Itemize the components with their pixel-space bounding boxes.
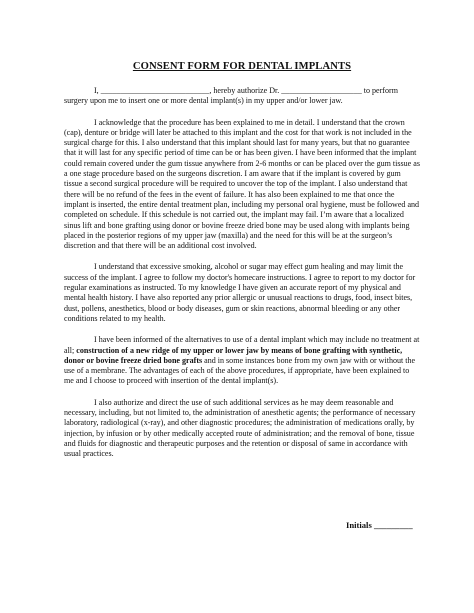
- alternatives-text-before: I have been informed of the alternatives to use of a dental implant which may include no treatment at all;: [64, 335, 420, 355]
- alternatives-text-after: and in some instances bone from my own jaw with or without the use of a membrane. The advantages of each of the above procedures, if appropriate, have been explained to me and I choose to proceed with insertion of the dental implant(s).: [64, 355, 416, 386]
- alternatives-bold-text: construction of a new ridge of my upper or lower jaw by means of bone grafting with synthetic, donor or bovine freeze dried bone grafts: [64, 345, 403, 365]
- health-history-paragraph: I understand that excessive smoking, alcohol or sugar may effect gum healing and may limit the success of the implant. I agree to follow my doctor's homecare instructions. I agree to report to my doctor for regular examinations as instructed. To my knowledge I have given an accurate report of my physical and mental health history. I have also reported any prior allergic or unusual reactions to drugs, food, insect bites, dust, pollens, anesthetics, blood or body diseases, gum or skin reactions, abnormal bleeding or any other conditions related to my health.: [64, 262, 416, 323]
- initials-field[interactable]: Initials _________: [346, 520, 413, 530]
- consent-form-page: [64, 60, 420, 471]
- acknowledgement-paragraph: I acknowledge that the procedure has been explained to me in detail. I understand that the crown (cap), denture or bridge will later be attached to this implant and the cost for that work is not included in the surgical charge for this. I also understand that this implant should last for many years, but that no guarantee that it will last for any specific period of time can be or has been given. I have been informed that the implant could remain covered under the gum tissue anywhere from 2-6 months or can be placed over the gum tissue as a one stage procedure based on the surgeons discretion. I am aware that if the implant is covered by gum tissue a second surgical procedure will be required to uncover the top of the implant. I also understand that there will be no refund of the fees in the event of failure. It has also been explained to me that once the implant is inserted, the entire dental treatment plan, including my personal oral hygiene, must be followed and completed on schedule. If this schedule is not carried out, the implant may fail. I’m aware that a localized sinus lift and bone grafting using donor or bovine freeze dried bone may be used along with implants being placed in the posterior regions of my upper jaw (maxilla) and the need for this will be at the surgeon’s discretion and that there will be an additional cost involved.: [64, 117, 420, 251]
- additional-services-paragraph: I also authorize and direct the use of such additional services as he may deem reasonable and necessary, including, but not limited to, the administration of anesthetic agents; the performance of necessary laboratory, radiological (x-ray), and other diagnostic procedures; the administration of medications orally, by injection, by infusion or by other medically accepted route of administration; and the removal of bone, tissue and fluids for diagnostic and therapeutic purposes and the retention or disposal of same in accordance with usual practices.: [64, 397, 416, 459]
- document-title: CONSENT FORM FOR DENTAL IMPLANTS: [132, 61, 352, 72]
- authorization-paragraph: I, ___________________________, hereby authorize Dr. ____________________ to perform surgery upon me to insert one or more dental implant(s) in my upper and/or lower jaw.: [64, 86, 398, 106]
- alternatives-paragraph: [64, 335, 420, 386]
